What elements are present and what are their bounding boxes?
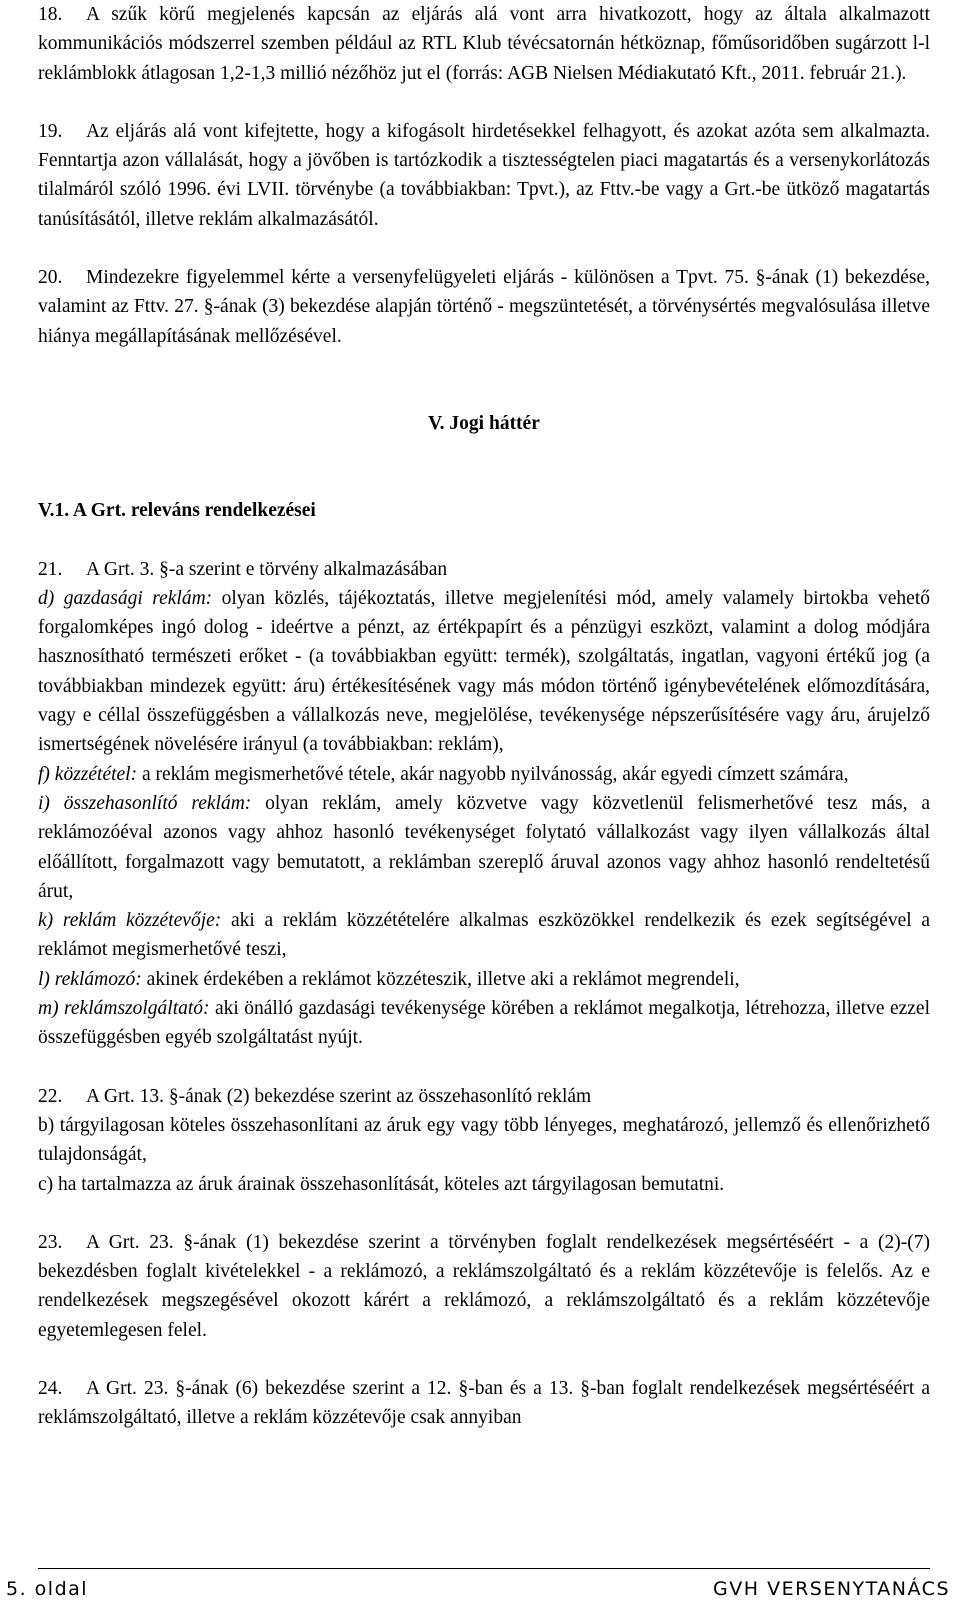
paragraph-text: A Grt. 3. §-a szerint e törvény alkalmazásában bbox=[86, 558, 448, 580]
list-item-c: c) ha tartalmazza az áruk árainak összehasonlítását, köteles azt tárgyilagosan bemutatni. bbox=[38, 1173, 725, 1195]
paragraph-number: 22. bbox=[38, 1085, 63, 1107]
paragraph-text: A Grt. 23. §-ának (1) bekezdése szerint a törvényben foglalt rendelkezések megsértéséért - a (2)-(7) bekezdésben foglalt kivételekkel - a reklámozó, a reklámszolgáltató és a reklám közzétevője is felelős. Az e rendelkezések megszegésével okozott kárért a reklámozó, a reklámszolgáltató és a reklám közzétevője egyetemlegesen felel. bbox=[38, 1231, 930, 1341]
definition-text: aki önálló gazdasági tevékenysége körében a reklámot megalkotja, létrehozza, illetve ezzel összefüggésben egyéb szolgáltatást nyújt. bbox=[38, 998, 930, 1049]
paragraph-19 bbox=[38, 117, 930, 234]
paragraph-20 bbox=[38, 263, 930, 351]
paragraph-text: A Grt. 23. §-ának (6) bekezdése szerint a 12. §-ban és a 13. §-ban foglalt rendelkezések megsértéséért a reklámszolgáltató, illetve a reklám közzétevője csak annyiban bbox=[38, 1377, 930, 1429]
definition-term: d) gazdasági reklám: bbox=[38, 587, 213, 609]
paragraph-number: 20. bbox=[38, 267, 63, 289]
definition-term: m) reklámszolgáltató: bbox=[38, 998, 210, 1020]
organization-name: GVH VERSENYTANÁCS bbox=[713, 1578, 950, 1600]
paragraph-text: A szűk körű megjelenés kapcsán az eljárás alá vont arra hivatkozott, hogy az általa alkalmazott kommunikációs módszerrel szemben például az RTL Klub tévécsatornán hétköznap, főműsoridőben sugárzott l-l reklámblokk átlagosan 1,2-1,3 millió nézőhöz jut el (forrás: AGB Nielsen Médiakutató Kft., 2011. február 21.). bbox=[38, 4, 930, 84]
document-body bbox=[38, 0, 930, 1433]
paragraph-22 bbox=[38, 1082, 930, 1111]
paragraph-text: Az eljárás alá vont kifejtette, hogy a kifogásolt hirdetésekkel felhagyott, és azokat azóta sem alkalmazta. Fenntartja azon vállalását, hogy a jövőben is tartózkodik a tisztességtelen piaci magatartás és a versenykorlátozás tilalmáról szóló 1996. évi LVII. törvénybe (a továbbiakban: Tpvt.), az Fttv.-be vagy a Grt.-be ütköző magatartás tanúsításától, illetve reklám alkalmazásától. bbox=[38, 120, 930, 230]
definition-text: olyan közlés, tájékoztatás, illetve megjelenítési mód, amely valamely birtokba vehető forgalomképes ingó dolog - ideértve a pénzt, az értékpapírt és a pénzügyi eszközt, valamint a dolog módjára hasznosítható természeti erőket - (a továbbiakban együtt: termék), szolgáltatás, ingatlan, vagyoni értékű jog (a továbbiakban mindezek együtt: áru) értékesítésének vagy más módon történő igénybevételének előmozdítására, vagy e céllal összefüggésben a vállalkozás neve, megjelölése, tevékenysége népszerűsítésére vagy áru, árujelző ismertségének növelésére irányul (a továbbiakban: reklám), bbox=[38, 587, 930, 756]
paragraph-number: 19. bbox=[38, 120, 63, 142]
definition-term: k) reklám közzétevője: bbox=[38, 910, 222, 932]
list-item-b: b) tárgyilagosan köteles összehasonlítani az áruk egy vagy több lényeges, meghatározó, jellemző és ellenőrizhető tulajdonságát, bbox=[38, 1114, 930, 1166]
definition-m bbox=[38, 994, 930, 1053]
paragraph-text: Mindezekre figyelemmel kérte a versenyfelügyeleti eljárás - különösen a Tpvt. 75. §-ának (1) bekezdése, valamint az Fttv. 27. §-ának (3) bekezdése alapján történő - megszüntetését, a törvénysértés megvalósulása illetve hiánya megállapításának mellőzésével. bbox=[38, 267, 930, 347]
paragraph-number: 18. bbox=[38, 4, 63, 25]
definition-term: f) közzététel: bbox=[38, 763, 138, 785]
page-number: 5. oldal bbox=[6, 1578, 89, 1600]
paragraph-text: A Grt. 13. §-ának (2) bekezdése szerint az összehasonlító reklám bbox=[86, 1085, 592, 1107]
definition-text: a reklám megismerhetővé tétele, akár nagyobb nyilvánosság, akár egyedi címzett számára, bbox=[137, 763, 849, 785]
definition-term: i) összehasonlító reklám: bbox=[38, 792, 252, 814]
subsection-title: V.1. A Grt. releváns rendelkezései bbox=[38, 500, 316, 522]
paragraph-18 bbox=[38, 0, 930, 88]
definition-term: l) reklámozó: bbox=[38, 968, 142, 990]
definition-d bbox=[38, 584, 930, 760]
paragraph-24 bbox=[38, 1374, 930, 1433]
paragraph-number: 23. bbox=[38, 1231, 63, 1253]
definition-text: olyan reklám, amely közvetve vagy közvetlenül felismerhetővé tesz más, a reklámozóéval azonos vagy ahhoz hasonló tevékenységet folytató vállalkozást vagy ilyen vállalkozás által előállított, forgalmazott vagy bemutatott, a reklámban szereplő áruval azonos vagy ahhoz hasonló rendeltetésű árut, bbox=[38, 792, 930, 902]
definition-l bbox=[38, 965, 930, 994]
paragraph-23 bbox=[38, 1228, 930, 1345]
paragraph-number: 24. bbox=[38, 1377, 63, 1399]
footer-divider bbox=[38, 1568, 930, 1569]
section-title: V. Jogi háttér bbox=[428, 412, 540, 434]
page-footer bbox=[6, 1578, 950, 1600]
paragraph-number: 21. bbox=[38, 558, 63, 580]
definition-text: akinek érdekében a reklámot közzéteszik, illetve aki a reklámot megrendeli, bbox=[141, 968, 740, 990]
definition-text: aki a reklám közzétételére alkalmas eszközökkel rendelkezik és ezek segítségével a reklámot megismerhetővé teszi, bbox=[38, 910, 930, 961]
definition-i bbox=[38, 789, 930, 906]
paragraph-21 bbox=[38, 555, 930, 584]
definition-k bbox=[38, 906, 930, 965]
definition-f bbox=[38, 760, 930, 789]
